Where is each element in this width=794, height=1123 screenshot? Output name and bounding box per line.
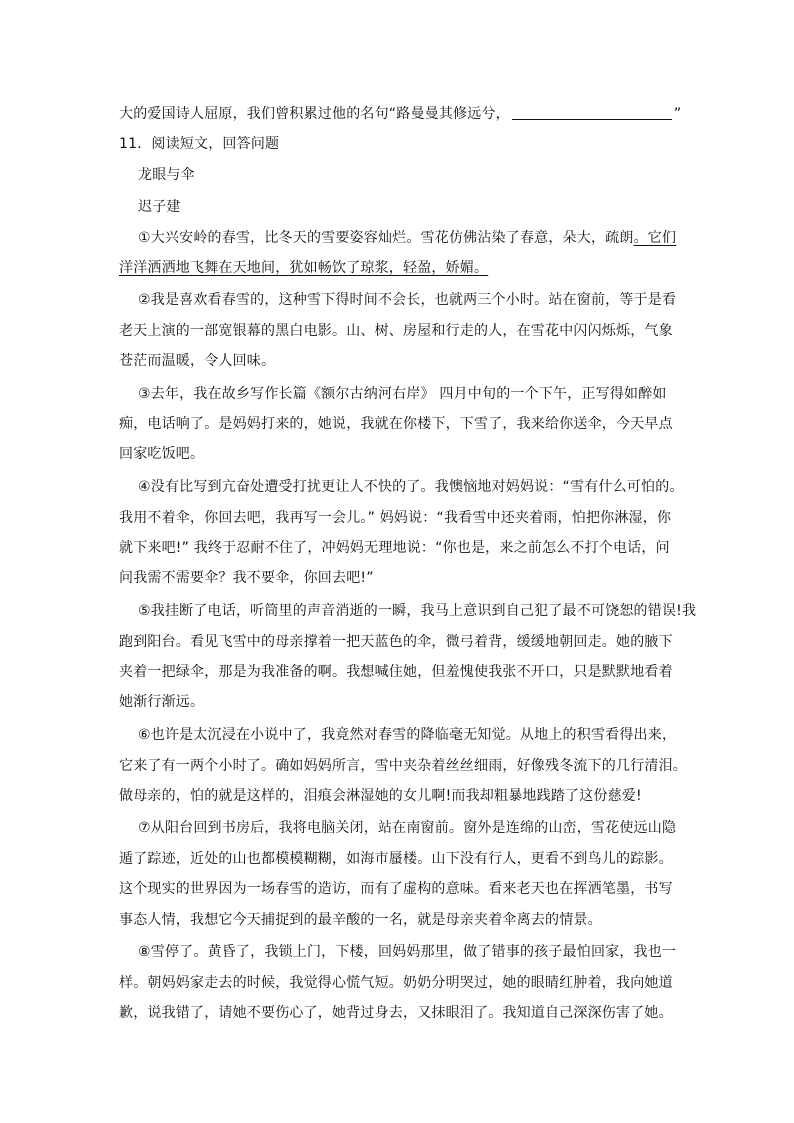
paragraph-5-line-4: 她渐行渐远。 bbox=[119, 694, 205, 710]
paragraph-6-line-1: ⑥也许是太沉浸在小说中了，我竟然对春雪的降临毫无知觉。从地上的积雪看得出来， bbox=[138, 727, 677, 743]
paragraph-5-line-2: 跑到阳台。看见飞雪中的母亲撑着一把天蓝色的伞，微弓着背，缓缓地朝回走。她的腋下 bbox=[119, 634, 673, 650]
paragraph-1-line-2: 洋洋洒洒地飞舞在天地间，犹如畅饮了琼浆，轻盈，娇媚。 bbox=[119, 260, 489, 276]
paragraph-5-line-3: 夹着一把绿伞，那是为我准备的啊。我想喊住她，但羞愧使我张不开口，只是默默地看着 bbox=[119, 664, 673, 680]
paragraph-7-line-3: 这个现实的世界因为一场春雪的造访，而有了虚构的意味。看来老天也在挥洒笔墨，书写 bbox=[119, 881, 673, 897]
paragraph-3-line-3: 回家吃饭吧。 bbox=[119, 446, 205, 462]
question-heading: 11．阅读短文，回答问题 bbox=[119, 136, 280, 152]
paragraph-5-line-1: ⑤我挂断了电话，听筒里的声音消逝的一瞬，我马上意识到自己犯了最不可饶恕的错误!我 bbox=[138, 603, 697, 619]
paragraph-4-line-1: ④没有比写到亢奋处遭受打扰更让人不快的了。我懊恼地对妈妈说：“雪有什么可怕的。 bbox=[138, 479, 684, 495]
paragraph-7-line-1: ⑦从阳台回到书房后，我将电脑关闭，站在南窗前。窗外是连绵的山峦，雪花使远山隐 bbox=[138, 820, 677, 836]
prev-tail-close-quote: ” bbox=[673, 106, 682, 122]
paragraph-2-line-2: 老天上演的一部宽银幕的黑白电影。山、树、房屋和行走的人，在雪花中闪闪烁烁，气象 bbox=[119, 323, 673, 339]
paragraph-7-line-4: 事态人情，我想它今天捕捉到的最辛酸的一名，就是母亲夹着伞离去的情景。 bbox=[119, 912, 602, 928]
paragraph-6-line-2: 它来了有一两个小时了。确如妈妈所言，雪中夹杂着丝丝细雨，好像残冬流下的几行清泪。 bbox=[119, 758, 687, 774]
article-title: 龙眼与伞 bbox=[138, 167, 195, 183]
paragraph-4-line-4: 问我需不需要伞？我不要伞，你回去吧!” bbox=[119, 570, 374, 586]
paragraph-6-line-3: 做母亲的，怕的就是这样的，泪痕会淋湿她的女儿啊!而我却粗暴地践踏了这份慈爱! bbox=[119, 788, 642, 804]
paragraph-2-line-3: 苍茫而温暖，令人回味。 bbox=[119, 353, 276, 369]
paragraph-1-line-1 bbox=[138, 228, 676, 248]
article-author: 迟子建 bbox=[138, 199, 181, 215]
p1-line1-underlined: 。它们 bbox=[633, 230, 677, 246]
paragraph-4-line-3: 就下来吧!” 我终于忍耐不住了，冲妈妈无理地说：“你也是，来之前怎么不打个电话，问 bbox=[119, 540, 670, 556]
paragraph-3-line-1: ③去年，我在故乡写作长篇《额尔古纳河右岸》 四月中旬的一个下午，正写得如醉如 bbox=[138, 386, 667, 402]
p1-line1-text: ①大兴安岭的春雪，比冬天的雪要姿容灿烂。雪花仿佛沾染了春意，朵大，疏朗 bbox=[138, 230, 634, 246]
paragraph-8-line-2: 样。朝妈妈家走去的时候，我觉得心慌气短。奶奶分明哭过，她的眼睛红肿着，我向她道 bbox=[119, 975, 673, 991]
previous-question-tail bbox=[119, 104, 681, 124]
paragraph-3-line-2: 痴，电话响了。是妈妈打来的，她说，我就在你楼下，下雪了，我来给你送伞，今天早点 bbox=[119, 416, 673, 432]
prev-tail-text: 大的爱国诗人屈原，我们曾积累过他的名句“路曼曼其修远兮， bbox=[119, 106, 510, 122]
paragraph-7-line-2: 遁了踪迹，近处的山也都模模糊糊，如海市蜃楼。山下没有行人，更看不到鸟儿的踪影。 bbox=[119, 851, 673, 867]
fill-in-blank[interactable] bbox=[512, 105, 672, 120]
paragraph-8-line-1: ⑧雪停了。黄昏了，我锁上门，下楼，回妈妈那里，做了错事的孩子最怕回家，我也一 bbox=[138, 944, 677, 960]
paragraph-8-line-3: 歉，说我错了，请她不要伤心了，她背过身去，又抹眼泪了。我知道自己深深伤害了她。 bbox=[119, 1005, 673, 1021]
paragraph-4-line-2: 我用不着伞，你回去吧，我再写一会儿。” 妈妈说：“我看雪中还夹着雨，怕把你淋湿，你 bbox=[119, 510, 672, 526]
paragraph-2-line-1: ②我是喜欢看春雪的，这种雪下得时间不会长，也就两三个小时。站在窗前，等于是看 bbox=[138, 292, 677, 308]
